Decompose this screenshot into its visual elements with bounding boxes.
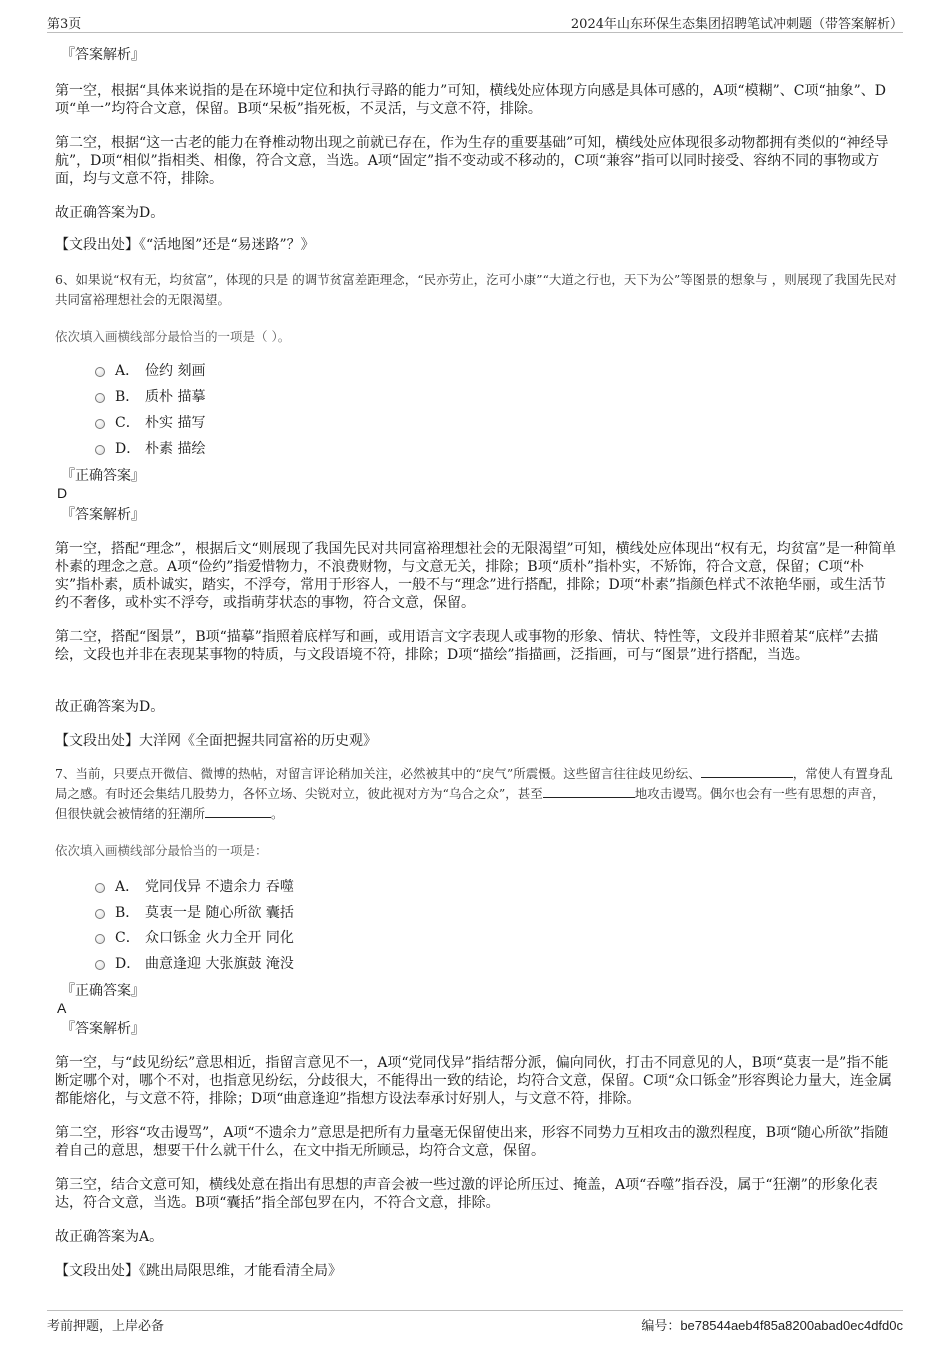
document-code: 编号：be78544aeb4f85a8200abad0ec4dfd0c bbox=[641, 1318, 903, 1334]
radio-icon[interactable] bbox=[95, 934, 105, 944]
page-number: 第3页 bbox=[47, 17, 82, 32]
fill-blank-1 bbox=[701, 765, 793, 778]
q7-correct-answer: A bbox=[57, 1000, 67, 1016]
q7-analysis-p3: 第三空，结合文意可知，横线处意在指出有思想的声音会被一些过激的评论所压过、掩盖，A项“吞噬”指吞没，属于“狂潮”的形象化表达，符合文意，当选。B项“囊括”指全部包罗在内，不符合文意，排除。 bbox=[55, 1177, 878, 1211]
radio-icon[interactable] bbox=[95, 367, 105, 377]
radio-icon[interactable] bbox=[95, 419, 105, 429]
q7-prompt: 依次填入画横线部分最恰当的一项是： bbox=[55, 843, 268, 858]
q6-analysis-label: 『答案解析』 bbox=[61, 507, 145, 523]
q6-correct-answer: D bbox=[57, 485, 68, 501]
prev-source: 【文段出处】《“活地图”还是“易迷路”？》 bbox=[55, 237, 315, 253]
q7-analysis-label: 『答案解析』 bbox=[61, 1021, 145, 1037]
q7-analysis-p1: 第一空，与“歧见纷纭”意思相近，指留言意见不一，A项“党同伐异”指结帮分派，偏向同伙，打击不同意见的人，B项“莫衷一是”指不能断定哪个对，哪个不对，也指意见纷纭，分歧很大，不能得出一致的结论，均符合文意，保留。C项“众口铄金”形容舆论力量大，连金属都能熔化，与文意不符，排除；D项“曲意逢迎”指想方设法奉承讨好别人，与文意不符，排除。 bbox=[55, 1055, 893, 1107]
q7-source: 【文段出处】《跳出局限思维，才能看清全局》 bbox=[55, 1263, 342, 1279]
radio-icon[interactable] bbox=[95, 960, 105, 970]
document-title: 2024年山东环保生态集团招聘笔试冲刺题（带答案解析） bbox=[570, 17, 903, 32]
q7-analysis-p2: 第二空，形容“攻击谩骂”，A项“不遗余力”意思是把所有力量毫无保留使出来，形容不同势力互相攻击的激烈程度，B项“随心所欲”指随着自己的意思，想要干什么就干什么，在文中指无所顾忌，均符合文意，保留。 bbox=[55, 1125, 889, 1159]
q6-stem: 6、如果说“权有无，均贫富”，体现的只是 的调节贫富差距理念，“民亦劳止，汔可小康”“大道之行也，天下为公”等图景的想象与 ，则展现了我国先民对共同富裕理想社会的无限渴望。 bbox=[55, 272, 897, 307]
q6-source: 【文段出处】大洋网《全面把握共同富裕的历史观》 bbox=[55, 733, 377, 749]
fill-blank-3 bbox=[205, 805, 271, 818]
page-header bbox=[47, 10, 903, 33]
q7-correct-label: 『正确答案』 bbox=[61, 983, 145, 999]
radio-icon[interactable] bbox=[95, 393, 105, 403]
q6-analysis-p1: 第一空，搭配“理念”，根据后文“则展现了我国先民对共同富裕理想社会的无限渴望”可知，横线处应体现出“权有无，均贫富”是一种简单朴素的理念之意。A项“俭约”指爱惜物力，不浪费财物，与文意无关，排除；B项“质朴”指朴实，不矫饰，符合文意，保留；C项“朴实”指朴素，质朴诚实，踏实，不浮夸，常用于形容人，一般不与“理念”进行搭配，排除；D项“朴素”指颜色样式不浓艳华丽，或生活节约不奢侈，或朴实不浮夸，或指萌芽状态的事物，符合文意，保留。 bbox=[55, 541, 896, 611]
radio-icon[interactable] bbox=[95, 445, 105, 455]
q7-conclusion: 故正确答案为A。 bbox=[55, 1229, 164, 1245]
fill-blank-2 bbox=[543, 785, 635, 798]
prev-analysis-p2: 第二空，根据“这一古老的能力在脊椎动物出现之前就已存在，作为生存的重要基础”可知，横线处应体现很多动物都拥有类似的“神经导航”，D项“相似”指相类、相像，符合文意，当选。A项“固定”指不变动或不移动的，C项“兼容”指可以同时接受、容纳不同的事物或方面，均与文意不符，排除。 bbox=[55, 135, 889, 187]
prev-conclusion: 故正确答案为D。 bbox=[55, 205, 165, 221]
q6-analysis-p2: 第二空，搭配“图景”，B项“描摹”指照着底样写和画，或用语言文字表现人或事物的形象、情状、特性等，文段并非照着某“底样”去描绘，文段也并非在表现某事物的特质，与文段语境不符，排除；D项“描绘”指描画，泛指画，可与“图景”进行搭配，当选。 bbox=[55, 629, 879, 663]
radio-icon[interactable] bbox=[95, 909, 105, 919]
page-footer bbox=[47, 1310, 903, 1333]
prev-analysis-p1: 第一空，根据“具体来说指的是在环境中定位和执行寻路的能力”可知，横线处应体现方向感是具体可感的，A项“模糊”、C项“抽象”、D项“单一”均符合文意，保留。B项“呆板”指死板，不灵活，与文意不符，排除。 bbox=[55, 83, 886, 117]
footer-slogan: 考前押题，上岸必备 bbox=[47, 1319, 165, 1334]
q6-prompt: 依次填入画横线部分最恰当的一项是（ ）。 bbox=[55, 329, 291, 344]
q6-conclusion: 故正确答案为D。 bbox=[55, 699, 165, 715]
q6-correct-label: 『正确答案』 bbox=[61, 468, 145, 484]
radio-icon[interactable] bbox=[95, 883, 105, 893]
prev-analysis-label: 『答案解析』 bbox=[61, 47, 145, 63]
q7-stem: 7、当前，只要点开微信、微博的热帖，对留言评论稍加关注，必然被其中的“戾气”所震慑。这些留言往往歧见纷纭、 ，常使人有置身乱局之感。有时还会集结几股势力，各怀立场、尖锐对立，彼此视对方为“乌合之众”，甚至 地攻击谩骂。偶尔也会有一些有思想的声音，但很快就会被情绪的狂潮所 。 bbox=[55, 766, 893, 821]
